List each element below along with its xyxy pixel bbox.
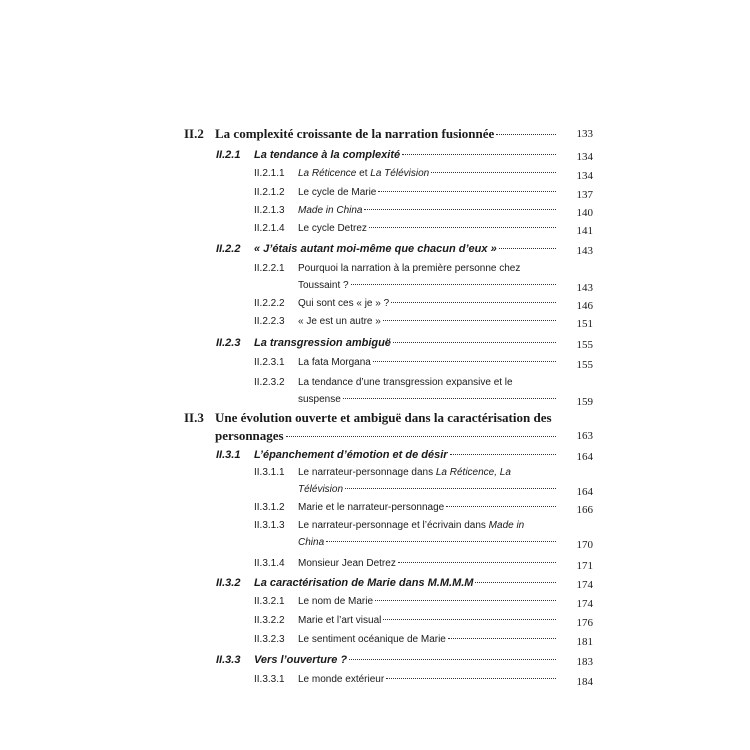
section-title: Vers l’ouverture ?: [254, 654, 348, 666]
dot-leader: [343, 398, 556, 399]
section-number: II.2.1: [216, 149, 241, 161]
dot-leader: [378, 191, 556, 192]
section-number: II.2.1.4: [254, 223, 285, 234]
toc-entry-line: [215, 428, 558, 444]
title-segment: Le narrateur-personnage dans: [298, 467, 436, 478]
section-number: II.2.3: [216, 337, 241, 349]
title-segment: La Télévision: [370, 168, 430, 179]
toc-entry-line: [254, 558, 558, 569]
toc-entry-line: [216, 449, 558, 461]
title-segment: et: [356, 168, 371, 179]
dot-leader: [393, 342, 556, 343]
section-number: II.3.2.2: [254, 615, 285, 626]
page-number: 155: [576, 339, 593, 351]
section-number: II.2.3.2: [254, 377, 285, 388]
page-number: 166: [576, 504, 593, 516]
page-number: 164: [576, 486, 593, 498]
page-number: 141: [576, 225, 593, 237]
section-number: II.3.3: [216, 654, 241, 666]
section-title: [298, 467, 511, 478]
section-number: II.3.2: [216, 577, 241, 589]
section-number: II.3.1.1: [254, 467, 285, 478]
toc-entry-line: [254, 467, 558, 478]
section-title: La tendance d’une transgression expansive et le: [298, 377, 513, 388]
section-number: II.2.1.1: [254, 168, 285, 179]
section-number: II.2.2: [216, 243, 241, 255]
section-title: Le monde extérieur: [298, 674, 385, 685]
section-number: II.3.2.1: [254, 596, 285, 607]
section-title: La tendance à la complexité: [254, 149, 401, 161]
page-number: 176: [576, 617, 593, 629]
section-title: La fata Morgana: [298, 357, 371, 368]
title-segment: La Réticence, La: [435, 467, 511, 478]
toc-entry-line: [254, 263, 558, 274]
section-title: Monsieur Jean Detrez: [298, 558, 396, 569]
toc-entry-line: [216, 337, 558, 349]
toc-entry-line: [254, 377, 558, 388]
section-number: II.3: [184, 410, 204, 425]
toc-entry-line: [298, 280, 558, 291]
dot-leader: [386, 678, 556, 679]
dot-leader: [383, 320, 556, 321]
title-segment: Made in: [488, 520, 525, 531]
dot-leader: [496, 134, 556, 135]
section-number: II.2.1.3: [254, 205, 285, 216]
page-number: 184: [576, 676, 593, 688]
title-segment: La Réticence: [298, 168, 357, 179]
section-number: II.2: [184, 126, 204, 141]
section-title: personnages: [215, 428, 284, 443]
page-number: 159: [576, 396, 593, 408]
section-title: Le cycle de Marie: [298, 187, 377, 198]
page-number: 155: [576, 359, 593, 371]
section-title: « J’étais autant moi-même que chacun d’eux »: [254, 243, 497, 255]
page-number: 163: [576, 430, 593, 442]
page-number: 137: [576, 189, 593, 201]
toc-entry-line: [298, 484, 558, 495]
page-number: 170: [576, 539, 593, 551]
section-number: II.3.1.4: [254, 558, 285, 569]
section-number: II.3.2.3: [254, 634, 285, 645]
toc-entry-line: [254, 357, 558, 368]
page-number: 140: [576, 207, 593, 219]
toc-entry-line: [254, 168, 558, 179]
page-number: 174: [576, 579, 593, 591]
dot-leader: [375, 600, 556, 601]
dot-leader: [364, 209, 556, 210]
page-number: 143: [576, 282, 593, 294]
toc-entry-line: [298, 537, 558, 548]
dot-leader: [345, 488, 556, 489]
dot-leader: [383, 619, 556, 620]
toc-entry-line: [184, 126, 558, 142]
toc-entry-line: [254, 502, 558, 513]
toc-entry-line: [298, 394, 558, 405]
section-title: Le sentiment océanique de Marie: [298, 634, 446, 645]
page-number: 143: [576, 245, 593, 257]
section-title: Le cycle Detrez: [298, 223, 367, 234]
section-title: Toussaint ?: [298, 280, 349, 291]
page-number: 164: [576, 451, 593, 463]
dot-leader: [349, 659, 556, 660]
dot-leader: [475, 582, 556, 583]
dot-leader: [431, 172, 556, 173]
section-title: Marie et l’art visual: [298, 615, 382, 626]
page-number: 134: [576, 151, 593, 163]
section-number: II.2.2.2: [254, 298, 285, 309]
section-number: II.3.1.3: [254, 520, 285, 531]
section-title: Une évolution ouverte et ambiguë dans la caractérisation des: [215, 410, 552, 425]
dot-leader: [326, 541, 556, 542]
page-number: 171: [576, 560, 593, 572]
toc-entry-line: [254, 223, 558, 234]
section-title: [298, 205, 362, 216]
toc-entry-line: [254, 596, 558, 607]
dot-leader: [402, 154, 556, 155]
section-number: II.2.1.2: [254, 187, 285, 198]
dot-leader: [286, 436, 556, 437]
section-title: La caractérisation de Marie dans M.M.M.M: [254, 577, 474, 589]
dot-leader: [369, 227, 556, 228]
toc-entry-line: [254, 520, 558, 531]
section-title: La complexité croissante de la narration fusionnée: [215, 126, 495, 141]
section-title: Le nom de Marie: [298, 596, 374, 607]
section-title: [298, 484, 343, 495]
toc-entry-line: [216, 577, 558, 589]
toc-entry-line: [254, 674, 558, 685]
section-title: [298, 168, 429, 179]
dot-leader: [373, 361, 556, 362]
toc-entry-line: [254, 187, 558, 198]
section-title: Qui sont ces « je » ?: [298, 298, 390, 309]
toc-entry-line: [216, 149, 558, 161]
section-title: [298, 537, 324, 548]
section-number: II.2.2.1: [254, 263, 285, 274]
section-title: L’épanchement d’émotion et de désir: [254, 449, 448, 461]
title-segment: Made in China: [298, 205, 363, 216]
toc-entry-line: [184, 410, 558, 426]
title-segment: China: [298, 537, 325, 548]
page-number: 134: [576, 170, 593, 182]
title-segment: Le narrateur-personnage et l’écrivain dans: [298, 520, 489, 531]
section-title: suspense: [298, 394, 341, 405]
dot-leader: [450, 454, 556, 455]
dot-leader: [446, 506, 556, 507]
section-number: II.2.3.1: [254, 357, 285, 368]
section-number: II.3.1.2: [254, 502, 285, 513]
page-number: 133: [576, 128, 593, 140]
toc-entry-line: [216, 654, 558, 666]
toc-entry-line: [254, 634, 558, 645]
toc-entry-line: [254, 316, 558, 327]
toc-entry-line: [254, 205, 558, 216]
page-number: 151: [576, 318, 593, 330]
page-number: 174: [576, 598, 593, 610]
dot-leader: [391, 302, 556, 303]
section-number: II.3.1: [216, 449, 241, 461]
section-title: Pourquoi la narration à la première personne chez: [298, 263, 521, 274]
toc-entry-line: [254, 615, 558, 626]
toc-entry-line: [216, 243, 558, 255]
section-title: [298, 520, 524, 531]
section-number: II.2.2.3: [254, 316, 285, 327]
page-number: 146: [576, 300, 593, 312]
section-title: La transgression ambiguë: [254, 337, 391, 349]
dot-leader: [351, 284, 556, 285]
section-title: « Je est un autre »: [298, 316, 381, 327]
section-title: Marie et le narrateur-personnage: [298, 502, 445, 513]
toc-entry-line: [254, 298, 558, 309]
dot-leader: [448, 638, 556, 639]
page-number: 183: [576, 656, 593, 668]
section-number: II.3.3.1: [254, 674, 285, 685]
title-segment: Télévision: [298, 484, 344, 495]
page-number: 181: [576, 636, 593, 648]
dot-leader: [499, 248, 556, 249]
dot-leader: [398, 562, 556, 563]
